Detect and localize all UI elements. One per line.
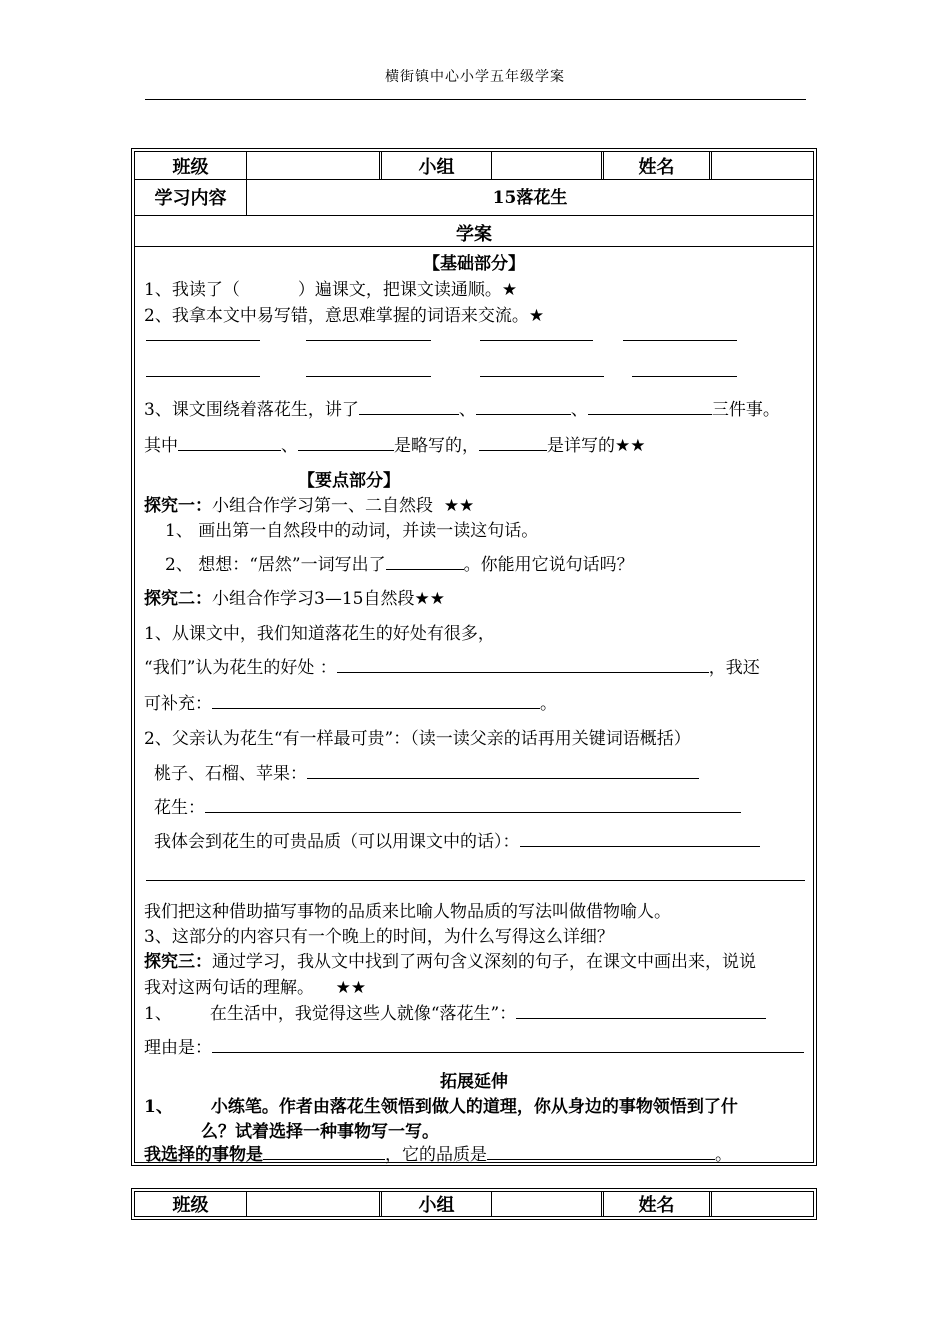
section-row xyxy=(135,215,813,247)
q3-sep-1: 、 xyxy=(458,400,476,420)
e2-q2-text-c: 我体会到花生的可贵品质（可以用课文中的话）： xyxy=(154,832,520,852)
q3-text-a: 3、课文围绕着落花生，讲了 xyxy=(144,400,359,420)
q3-text-c: 其中 xyxy=(144,436,178,456)
explore-3-cont xyxy=(144,973,366,998)
star-icon: ★★ xyxy=(443,496,475,516)
explore-1-q2 xyxy=(165,550,634,575)
extend-q1-line1: 小练笔。作者由落花生领悟到做人的道理，你从身边的事物领悟到了什 xyxy=(210,1097,738,1117)
explore-2-text: 小组合作学习3—15自然段 xyxy=(212,589,415,609)
next-name-field[interactable] xyxy=(712,1192,813,1216)
explore-2-q1: 1、从课文中，我们知道落花生的好处有很多， xyxy=(144,624,495,644)
extend-q1-cont: 么？试着选择一种事物写一写。 xyxy=(201,1122,439,1142)
extend-blank-1[interactable] xyxy=(263,1145,385,1160)
explore-1-text: 小组合作学习第一、二自然段 xyxy=(212,496,433,516)
explore-2-q2-c xyxy=(154,827,760,852)
name-label: 姓名 xyxy=(604,152,712,179)
basic-q1 xyxy=(144,275,517,300)
extend-text-c: 。 xyxy=(715,1145,732,1165)
word-blank-7[interactable] xyxy=(480,376,604,377)
header-rule xyxy=(145,99,806,100)
content-label: 学习内容 xyxy=(135,179,247,215)
page-header-title: 横街镇中心小学五年级学案 xyxy=(385,69,565,85)
explore-1 xyxy=(144,491,474,516)
class-label: 班级 xyxy=(135,152,247,179)
e2-q2-text-a: 桃子、石榴、苹果： xyxy=(154,764,307,784)
explore-1-label: 探究一： xyxy=(144,496,212,516)
extend-text-a: 我选择的事物是 xyxy=(144,1145,263,1165)
e2-q1-text-b: ，我还 xyxy=(708,658,760,678)
explore-2-q2-a xyxy=(154,759,699,784)
e2-q2-blank-3[interactable] xyxy=(520,832,760,847)
e2-q1-blank-1[interactable] xyxy=(337,658,709,673)
e3-reason-blank[interactable] xyxy=(212,1038,804,1053)
e1-q2-text-b: 。你能用它说句话吗？ xyxy=(463,555,634,575)
info-row xyxy=(135,152,813,180)
e2-q1-text-c: 可补充： xyxy=(144,694,212,714)
q3-blank-1[interactable] xyxy=(359,400,459,415)
next-info-row xyxy=(135,1192,813,1216)
extend-blank-2[interactable] xyxy=(487,1145,715,1160)
explore-2-q2: 2、父亲认为花生“有一样最可贵”：（读一读父亲的话再用关键词语概括） xyxy=(144,729,691,749)
e2-q2-blank-1[interactable] xyxy=(307,764,699,779)
star-icon: ★ xyxy=(501,280,518,300)
basic-q3 xyxy=(144,395,780,420)
e2-q2-blank-2[interactable] xyxy=(205,798,741,813)
explore-2 xyxy=(144,584,445,609)
e2-q2-text-b: 花生： xyxy=(154,798,205,818)
basic-q3-cont xyxy=(144,431,645,456)
section-title: 学案 xyxy=(456,224,492,245)
e2-q1-text-d: 。 xyxy=(540,694,557,714)
explore-2-note: 我们把这种借助描写事物的品质来比喻人物品质的写法叫做借物喻人。 xyxy=(144,902,671,922)
e1-q2-text-a: 2、 想想：“居然”一词写出了 xyxy=(165,555,386,575)
e2-q1-blank-2[interactable] xyxy=(212,694,540,709)
extend-q1-num: 1、 xyxy=(144,1097,173,1117)
group-field[interactable] xyxy=(492,152,604,179)
q3-blank-5[interactable] xyxy=(298,436,394,451)
extend-q1-answer xyxy=(144,1140,732,1165)
word-blank-6[interactable] xyxy=(306,376,431,377)
star-icon: ★★ xyxy=(335,978,367,998)
star-icon: ★ xyxy=(528,306,545,326)
q3-blank-3[interactable] xyxy=(588,400,712,415)
q3-text-d: 是略写的， xyxy=(394,436,479,456)
key-title: 【要点部分】 xyxy=(298,471,400,491)
next-class-label: 班级 xyxy=(135,1192,247,1216)
word-blank-2[interactable] xyxy=(306,340,431,341)
q3-sep-2: 、 xyxy=(570,400,588,420)
e3-reason-text: 理由是： xyxy=(144,1038,212,1058)
basic-q2 xyxy=(144,301,544,326)
extend-title: 拓展延伸 xyxy=(440,1072,508,1092)
explore-3-text-2: 我对这两句话的理解。 xyxy=(144,978,314,998)
word-blank-3[interactable] xyxy=(480,340,593,341)
e3-q1-num: 1、 xyxy=(144,1004,172,1024)
star-icon: ★★ xyxy=(615,436,646,456)
worksheet-table xyxy=(134,151,814,1163)
basic-title: 【基础部分】 xyxy=(423,254,525,274)
word-blank-4[interactable] xyxy=(623,340,737,341)
extend-text-b: ，它的品质是 xyxy=(385,1145,487,1165)
explore-2-q1-a xyxy=(144,653,760,678)
next-class-field[interactable] xyxy=(247,1192,382,1216)
next-page-table xyxy=(134,1191,814,1217)
explore-3-label: 探究三： xyxy=(144,952,212,972)
group-label: 小组 xyxy=(382,152,492,179)
explore-3-q1 xyxy=(144,999,766,1024)
q1-text-a: 1、我读了（ xyxy=(144,280,240,300)
explore-2-q1-c xyxy=(144,689,557,714)
e2-q1-text-a: “我们”认为花生的好处 ： xyxy=(144,658,337,678)
class-field[interactable] xyxy=(247,152,382,179)
q3-text-b: 三件事。 xyxy=(711,400,780,420)
lesson-title: 15落花生 xyxy=(492,188,568,208)
word-blank-8[interactable] xyxy=(632,376,737,377)
explore-2-label: 探究二： xyxy=(144,589,212,609)
q3-blank-6[interactable] xyxy=(479,436,547,451)
explore-2-q3: 3、这部分的内容只有一个晚上的时间，为什么写得这么详细？ xyxy=(144,927,614,947)
q3-blank-4[interactable] xyxy=(178,436,281,451)
next-name-label: 姓名 xyxy=(604,1192,712,1216)
explore-3-reason xyxy=(144,1033,804,1058)
next-group-field[interactable] xyxy=(492,1192,604,1216)
e1-q2-blank[interactable] xyxy=(386,555,464,570)
q3-sep-3: 、 xyxy=(281,436,298,456)
q3-text-e: 是详写的 xyxy=(547,436,615,456)
explore-3-text-1: 通过学习，我从文中找到了两句含义深刻的句子，在课文中画出来，说说 xyxy=(212,952,756,972)
q3-blank-2[interactable] xyxy=(476,400,571,415)
e3-q1-blank[interactable] xyxy=(516,1004,766,1019)
next-group-label: 小组 xyxy=(382,1192,492,1216)
q2-text: 2、我拿本文中易写错，意思难掌握的词语来交流。 xyxy=(144,306,529,326)
e3-q1-text: 在生活中，我觉得这些人就像“落花生”： xyxy=(209,1004,517,1024)
e2-q2-blank-4[interactable] xyxy=(146,880,805,881)
explore-3 xyxy=(144,947,756,972)
name-field[interactable] xyxy=(712,152,813,179)
extend-q1 xyxy=(144,1092,738,1117)
explore-1-q1: 1、 画出第一自然段中的动词，并读一读这句话。 xyxy=(165,521,539,541)
q1-text-b: ）遍课文，把课文读通顺。 xyxy=(297,280,502,300)
star-icon: ★★ xyxy=(414,589,445,609)
explore-2-q2-b xyxy=(154,793,741,818)
content-row xyxy=(135,179,813,216)
word-blank-5[interactable] xyxy=(146,376,260,377)
word-blank-1[interactable] xyxy=(146,340,260,341)
